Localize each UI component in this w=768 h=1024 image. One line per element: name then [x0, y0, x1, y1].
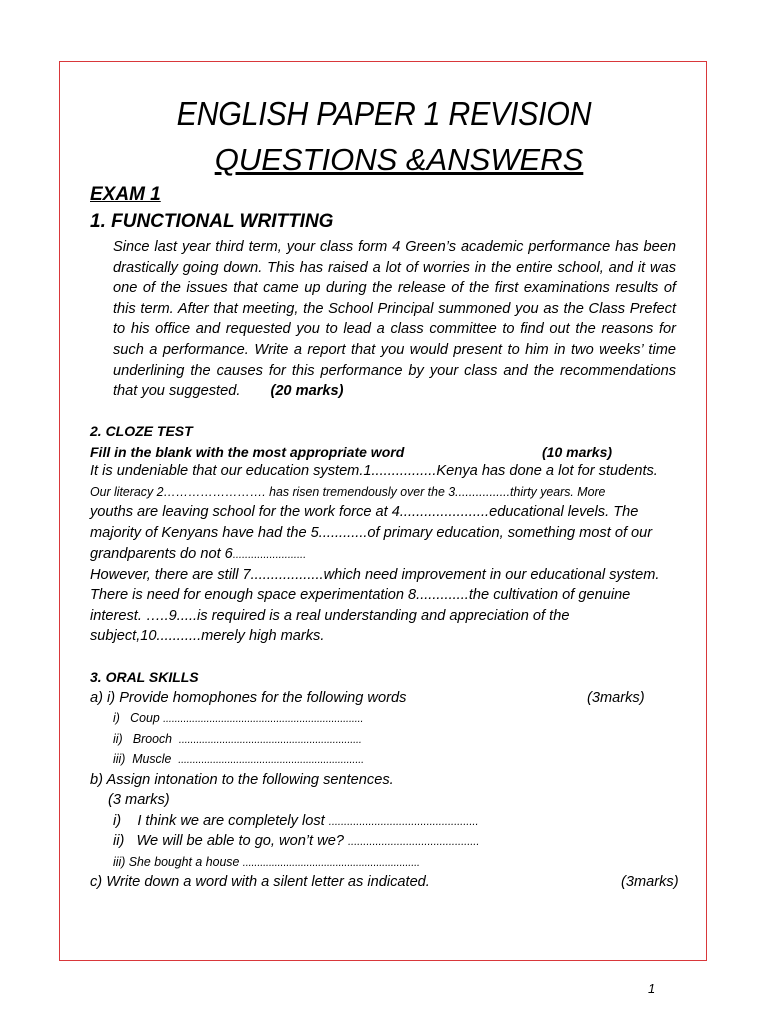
item-number: i)	[113, 813, 122, 829]
intonation-item	[113, 854, 420, 869]
oral-b-marks: (3 marks)	[108, 792, 170, 808]
cloze-heading: 2. CLOZE TEST	[90, 423, 193, 439]
page-title: ENGLISH PAPER 1 REVISION	[176, 95, 592, 132]
functional-writing-marks: (20 marks)	[270, 383, 344, 400]
cloze-line-4: majority of Kenyans have had the 5............of primary education, something most of our	[90, 525, 653, 541]
intonation-item	[113, 833, 479, 849]
functional-writing-text: Since last year third term, your class form 4 Green’s academic performance has been drastically going down. This has raised a lot of worries in the entire school, and it was one of the issues that came up during the release of the first examinations results of this term. After that meeting, the School Principal summoned you as the Class Prefect to his office and requested you to lead a class committee to find out the reasons for such a performance. Write a report that you would present to him in two weeks’ time underlining the causes for this performance by your class and the recommendations that you suggested.	[113, 239, 676, 400]
answer-dots: ................................................................	[178, 754, 365, 766]
item-sentence: I think we are completely lost	[137, 813, 325, 829]
item-sentence: We will be able to go, won’t we?	[136, 833, 344, 849]
item-word: Brooch	[132, 731, 173, 746]
homophone-item	[113, 751, 364, 766]
item-number: iii)	[113, 854, 126, 869]
oral-b-question: b) Assign intonation to the following sentences.	[90, 772, 394, 788]
oral-c-question: c) Write down a word with a silent letter as indicated.	[90, 874, 430, 890]
item-word: Coup	[130, 710, 160, 725]
answer-dots: .................................................	[328, 816, 479, 828]
cloze-line-5	[90, 546, 306, 562]
oral-a-marks: (3marks)	[587, 690, 645, 706]
cloze-line-2: Our literacy 2……………………. has risen tremendously over the 3................thirty years. More	[90, 484, 606, 499]
page-number: 1	[648, 981, 656, 996]
item-number: ii)	[113, 731, 123, 746]
cloze-marks: (10 marks)	[542, 444, 613, 460]
cloze-line-6: However, there are still 7..................which need improvement in our educational system.	[90, 567, 660, 583]
cloze-instruction: Fill in the blank with the most appropriate word	[90, 444, 405, 460]
oral-skills-heading: 3. ORAL SKILLS	[90, 669, 199, 685]
cloze-line-9: subject,10...........merely high marks.	[90, 628, 325, 644]
homophone-item	[113, 731, 362, 746]
functional-writing-prompt	[113, 237, 676, 402]
cloze-line-8: interest. …..9.....is required is a real understanding and appreciation of the	[90, 608, 570, 624]
oral-a-question: a) i) Provide homophones for the following words	[90, 690, 407, 706]
item-number: i)	[113, 710, 120, 725]
page-subtitle: QUESTIONS &ANSWERS	[214, 142, 584, 177]
item-word: Muscle	[132, 751, 172, 766]
answer-dots: .............................................................	[242, 857, 420, 869]
cloze-line-7: There is need for enough space experimentation 8.............the cultivation of genuine	[90, 587, 631, 603]
cloze-line-5-dots: ........................	[232, 549, 307, 561]
answer-dots: ...............................................................	[178, 734, 362, 746]
item-sentence: She bought a house	[128, 854, 240, 869]
item-number: iii)	[113, 751, 126, 766]
intonation-item	[113, 813, 479, 829]
cloze-line-5-text: grandparents do not 6	[90, 546, 233, 562]
functional-writing-heading: 1. FUNCTIONAL WRITTING	[90, 211, 334, 232]
exam-label: EXAM 1	[90, 184, 161, 205]
cloze-line-1: It is undeniable that our education system.1................Kenya has done a lot for students.	[90, 463, 658, 479]
oral-c-marks: (3marks)	[621, 874, 679, 890]
cloze-line-3: youths are leaving school for the work force at 4......................educational levels. The	[90, 504, 639, 520]
homophone-item	[113, 710, 363, 725]
answer-dots: ...........................................	[348, 836, 480, 848]
answer-dots: .....................................................................	[163, 713, 364, 725]
item-number: ii)	[113, 833, 125, 849]
